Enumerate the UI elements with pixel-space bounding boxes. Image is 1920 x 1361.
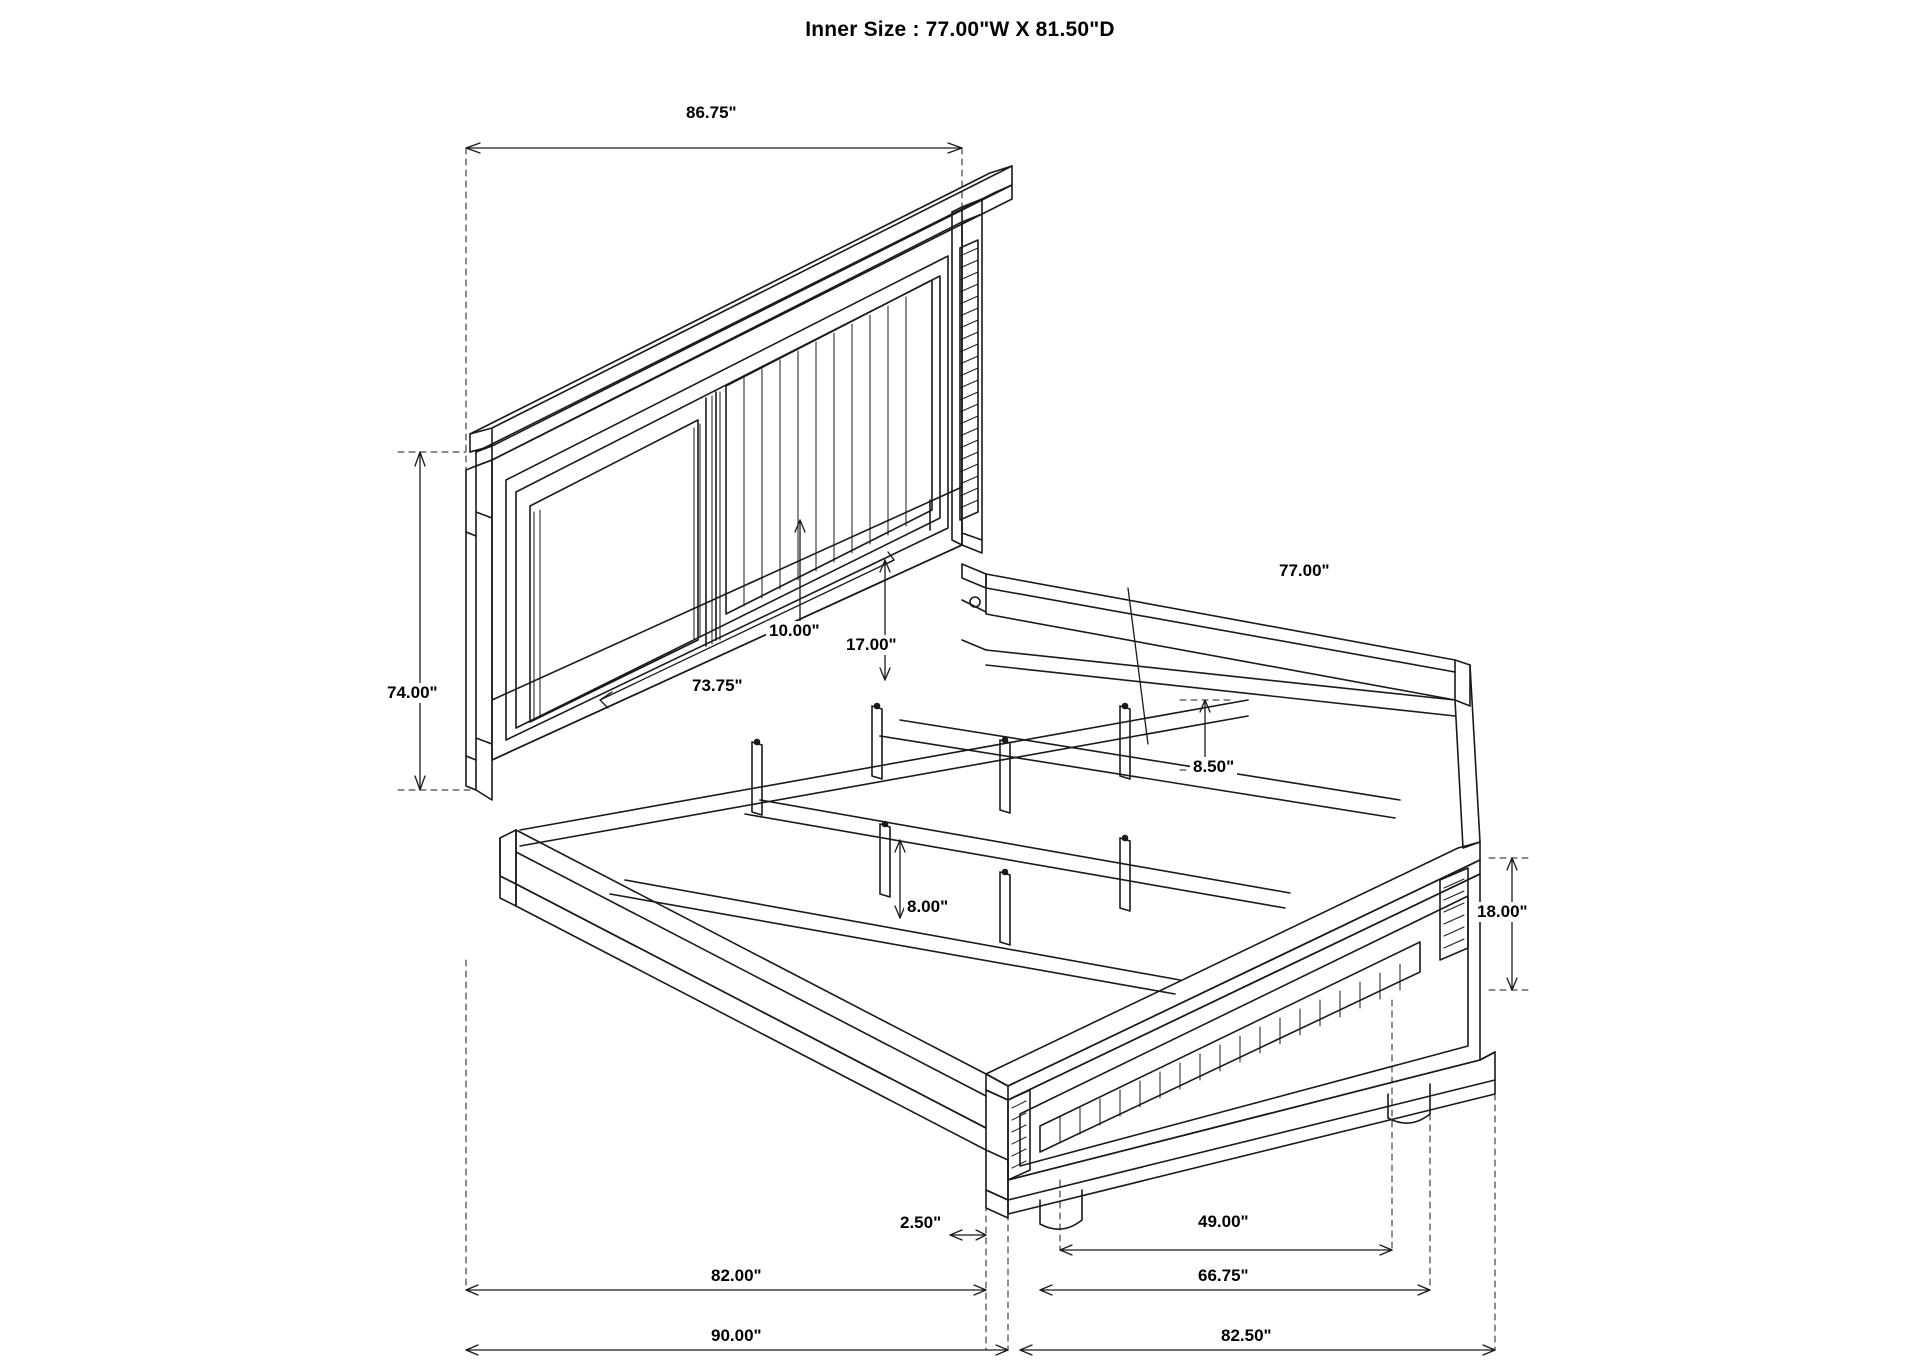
dim-label-73-75: 73.75" — [689, 676, 746, 696]
dim-label-18-00: 18.00" — [1474, 902, 1531, 922]
dim-label-10-00: 10.00" — [766, 621, 823, 641]
dim-label-74-00: 74.00" — [384, 683, 441, 703]
dim-label-49-00: 49.00" — [1195, 1212, 1252, 1232]
dim-label-86-75: 86.75" — [683, 103, 740, 123]
dim-label-2-50: 2.50" — [897, 1213, 944, 1233]
dim-label-77-00: 77.00" — [1276, 561, 1333, 581]
dim-label-8-00: 8.00" — [904, 897, 951, 917]
dim-label-82-00: 82.00" — [708, 1266, 765, 1286]
dim-label-82-50: 82.50" — [1218, 1326, 1275, 1346]
dim-label-66-75: 66.75" — [1195, 1266, 1252, 1286]
dim-label-90-00: 90.00" — [708, 1326, 765, 1346]
dim-label-8-50: 8.50" — [1190, 757, 1237, 777]
dim-label-17-00: 17.00" — [843, 635, 900, 655]
page-title: Inner Size : 77.00"W X 81.50"D — [805, 18, 1115, 41]
